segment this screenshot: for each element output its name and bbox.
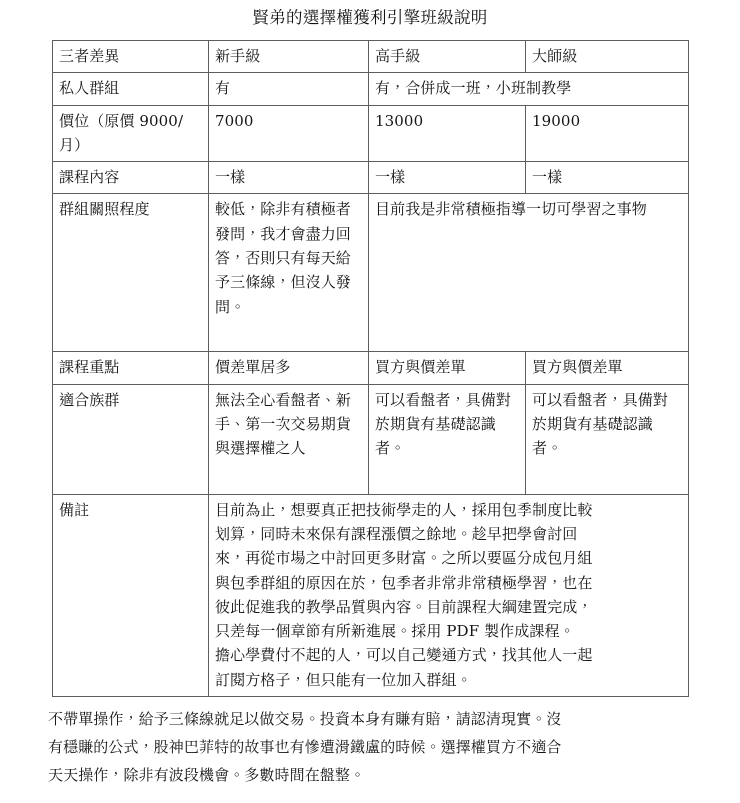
- footer-disclaimer: [48, 706, 688, 789]
- cell-text: 較低，除非有積極者發問，我才會盡力回答，否則只有每天給予三條線，但沒人發問。: [215, 200, 351, 316]
- cell-text: 有: [215, 79, 231, 98]
- cell-text: 買方與價差單: [375, 358, 466, 377]
- cell-course-content-advanced: [369, 162, 526, 194]
- cell-text: 一樣: [375, 168, 406, 187]
- table-row: [53, 384, 689, 494]
- cell-target-audience-advanced: [369, 384, 526, 494]
- row-label-remarks: [53, 494, 209, 696]
- cell-text: 可以看盤者，具備對於期貨有基礎認識者。: [375, 390, 511, 458]
- cell-course-content-beginner: [209, 162, 369, 194]
- cell-remarks-merged: [209, 494, 689, 696]
- cell-group-attention-beginner: [209, 194, 369, 352]
- row-label-course-focus: [53, 352, 209, 384]
- row-label-course-content: [53, 162, 209, 194]
- cell-price-beginner: [209, 105, 369, 162]
- table-row: [53, 73, 689, 105]
- header-label: 三者差異: [59, 46, 120, 65]
- table-header-cell-difference: [53, 40, 209, 72]
- cell-text: 價差單居多: [215, 358, 291, 377]
- row-label-group-attention: [53, 194, 209, 352]
- cell-text: 一樣: [215, 168, 246, 187]
- table-row: [53, 194, 689, 352]
- cell-text: 7000: [215, 111, 254, 130]
- row-label-text: 課程內容: [59, 168, 120, 187]
- remarks-line: 與包季群組的原因在於，包季者非常非常積極學習，也在: [215, 573, 593, 592]
- table-row: [53, 105, 689, 162]
- remarks-line: 訂閱方格子，但只能有一位加入群組。: [215, 670, 472, 689]
- row-label-private-group: [53, 73, 209, 105]
- row-label-text: 群組關照程度: [59, 200, 150, 219]
- cell-text: 無法全心看盤者、新手、第一次交易期貨與選擇權之人: [215, 390, 351, 458]
- header-label: 高手級: [375, 46, 421, 65]
- cell-private-group-merged: [369, 73, 689, 105]
- cell-private-group-beginner: [209, 73, 369, 105]
- cell-text: 可以看盤者，具備對於期貨有基礎認識者。: [532, 390, 668, 458]
- row-label-text: 價位（原價 9000/月）: [59, 111, 184, 154]
- remarks-line: 來，再從市場之中討回更多財富。之所以要區分成包月組: [215, 549, 593, 568]
- footer-line: 天天操作，除非有波段機會。多數時間在盤整。: [48, 765, 366, 784]
- cell-text: 19000: [532, 111, 581, 130]
- header-label: 大師級: [532, 46, 578, 65]
- row-label-text: 適合族群: [59, 390, 120, 409]
- cell-text: 目前我是非常積極指導一切可學習之事物: [375, 200, 647, 219]
- cell-target-audience-beginner: [209, 384, 369, 494]
- footer-paragraph: [48, 706, 688, 789]
- remarks-line: 只差每一個章節有所新進展。採用 PDF 製作成課程。: [215, 622, 575, 641]
- remarks-line: 划算，同時未來保有課程漲價之餘地。趁早把學會討回: [215, 525, 578, 543]
- row-label-text: 備註: [59, 500, 90, 519]
- page-title: 賢弟的選擇權獲利引擎班級說明: [252, 8, 488, 27]
- footer-line: 不帶單操作，給予三條線就足以做交易。投資本身有賺有賠，請認清現實。沒: [48, 710, 562, 729]
- row-label-target-audience: [53, 384, 209, 494]
- cell-price-advanced: [369, 105, 526, 162]
- remarks-line: 彼此促進我的教學品質與內容。目前課程大綱建置完成，: [215, 597, 593, 616]
- header-label: 新手級: [215, 46, 261, 65]
- cell-course-focus-beginner: [209, 352, 369, 384]
- cell-target-audience-master: [526, 384, 689, 494]
- class-comparison-table: [52, 40, 689, 697]
- cell-course-content-master: [526, 162, 689, 194]
- table-header-row: [53, 40, 689, 72]
- cell-text: 買方與價差單: [532, 358, 623, 377]
- cell-text: 13000: [375, 111, 424, 130]
- cell-course-focus-master: [526, 352, 689, 384]
- row-label-text: 私人群組: [59, 79, 120, 98]
- cell-text: 一樣: [532, 168, 563, 187]
- cell-course-focus-advanced: [369, 352, 526, 384]
- table-header-cell-master: [526, 40, 689, 72]
- table-row: [53, 162, 689, 194]
- table-row: [53, 352, 689, 384]
- remarks-line: 擔心學費付不起的人，可以自己變通方式，找其他人一起: [215, 646, 593, 665]
- row-label-price: [53, 105, 209, 162]
- cell-group-attention-merged: [369, 194, 689, 352]
- table-header-cell-advanced: [369, 40, 526, 72]
- cell-price-master: [526, 105, 689, 162]
- table-header-cell-beginner: [209, 40, 369, 72]
- row-label-text: 課程重點: [59, 358, 120, 377]
- footer-line: 有穩賺的公式，股神巴菲特的故事也有慘遭滑鐵盧的時候。選擇權買方不適合: [48, 737, 562, 756]
- document-page: [0, 6, 740, 803]
- cell-text: 有，合併成一班，小班制教學: [375, 79, 572, 98]
- remarks-line: 目前為止，想要真正把技術學走的人，採用包季制度比較: [215, 500, 593, 519]
- table-row-remarks: [53, 494, 689, 696]
